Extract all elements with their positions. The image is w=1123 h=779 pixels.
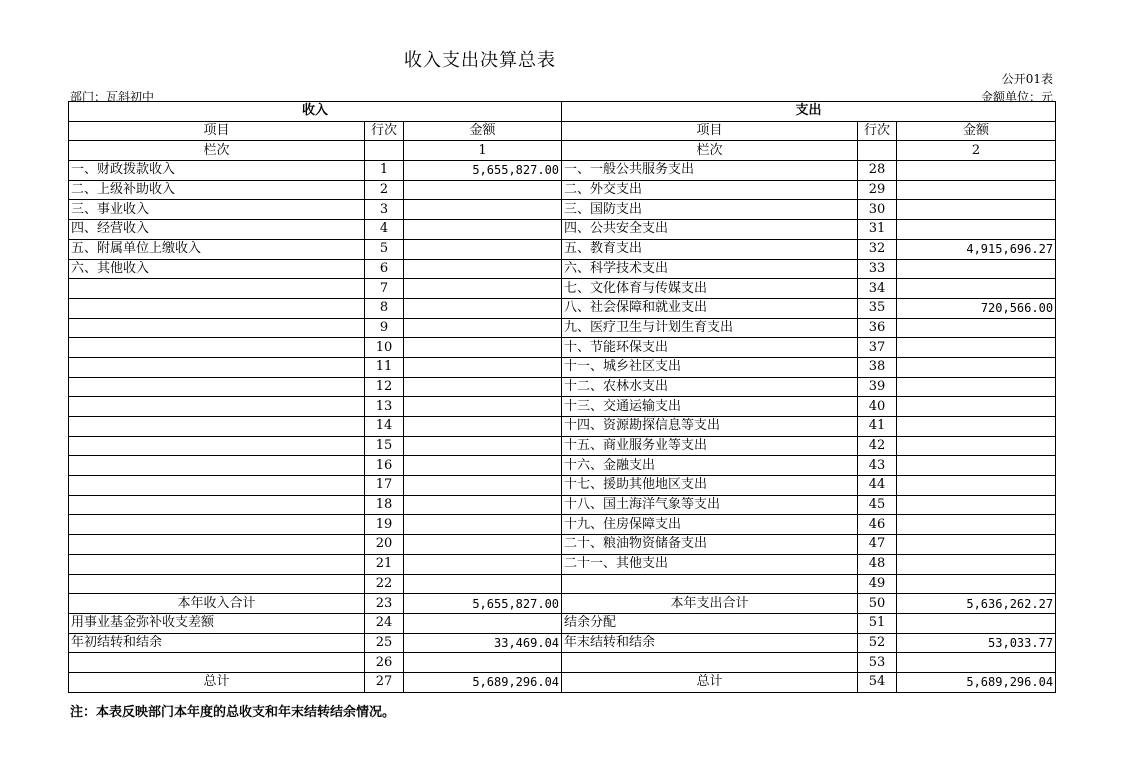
income-item-cell — [69, 377, 365, 397]
table-row — [69, 377, 1056, 397]
income-row-number-cell: 9 — [365, 318, 404, 338]
expense-amount-cell: 5,689,296.04 — [897, 672, 1056, 692]
income-amount-cell: 33,469.04 — [404, 633, 562, 653]
table-row — [69, 456, 1056, 476]
summary-row — [69, 653, 1056, 673]
amount-unit-label: 金额单位：元 — [980, 90, 1053, 104]
table-row — [69, 515, 1056, 535]
summary-row — [69, 594, 1056, 614]
income-amount-cell — [404, 456, 562, 476]
income-amount-cell — [404, 653, 562, 673]
expense-row-number-cell: 37 — [858, 338, 897, 358]
expense-row-number-cell: 53 — [858, 653, 897, 673]
income-item-cell: 六、其他收入 — [69, 259, 365, 279]
expense-amount-cell — [897, 535, 1056, 555]
expense-section-header: 支出 — [562, 102, 1056, 122]
income-item-cell: 总计 — [69, 672, 365, 692]
expense-amount-cell — [897, 338, 1056, 358]
form-code: 公开01表 — [1001, 72, 1053, 86]
expense-row-number-cell: 47 — [858, 535, 897, 555]
table-row — [69, 298, 1056, 318]
table-row — [69, 417, 1056, 437]
expense-amount-cell — [897, 436, 1056, 456]
expense-item-cell: 十四、资源勘探信息等支出 — [562, 417, 858, 437]
expense-item-cell: 十七、援助其他地区支出 — [562, 476, 858, 496]
income-item-cell — [69, 338, 365, 358]
table-row — [69, 476, 1056, 496]
expense-item-cell — [562, 574, 858, 594]
income-row-number-cell: 5 — [365, 239, 404, 259]
income-row-number-cell: 25 — [365, 633, 404, 653]
expense-amount-cell — [897, 220, 1056, 240]
expense-item-cell: 四、公共安全支出 — [562, 220, 858, 240]
expense-amount-cell — [897, 417, 1056, 437]
expense-item-cell: 九、医疗卫生与计划生育支出 — [562, 318, 858, 338]
summary-row — [69, 672, 1056, 692]
expense-row-number-cell: 33 — [858, 259, 897, 279]
table-row — [69, 397, 1056, 417]
income-amount-cell — [404, 338, 562, 358]
income-amount-cell — [404, 554, 562, 574]
income-row-number-cell: 16 — [365, 456, 404, 476]
expense-row-number-cell: 30 — [858, 200, 897, 220]
income-row-number-cell: 10 — [365, 338, 404, 358]
income-row-number-cell: 13 — [365, 397, 404, 417]
income-item-cell — [69, 397, 365, 417]
income-item-cell — [69, 476, 365, 496]
expense-amount-cell — [897, 180, 1056, 200]
expense-item-cell: 十二、农林水支出 — [562, 377, 858, 397]
expense-item-cell: 十八、国土海洋气象等支出 — [562, 495, 858, 515]
income-item-cell — [69, 298, 365, 318]
expense-amount-cell — [897, 200, 1056, 220]
income-item-cell: 四、经营收入 — [69, 220, 365, 240]
income-amount-cell — [404, 417, 562, 437]
income-amount-cell — [404, 180, 562, 200]
expense-item-cell: 十六、金融支出 — [562, 456, 858, 476]
income-amount-cell — [404, 476, 562, 496]
expense-item-cell: 十九、住房保障支出 — [562, 515, 858, 535]
income-amount-cell — [404, 436, 562, 456]
expense-row-number-cell: 31 — [858, 220, 897, 240]
column-number-row — [69, 141, 1056, 161]
expense-amount-cell — [897, 279, 1056, 299]
income-amount-cell — [404, 613, 562, 633]
expense-row-number-cell: 28 — [858, 161, 897, 181]
income-expense-table — [68, 101, 1056, 693]
table-row — [69, 318, 1056, 338]
expense-amount-cell — [897, 613, 1056, 633]
income-amount-header: 金额 — [404, 121, 562, 141]
income-row-number-cell: 15 — [365, 436, 404, 456]
expense-row-number-cell: 45 — [858, 495, 897, 515]
empty-cell — [365, 141, 404, 161]
income-amount-cell — [404, 200, 562, 220]
expense-row-number-cell: 36 — [858, 318, 897, 338]
income-amount-cell — [404, 279, 562, 299]
expense-amount-header: 金额 — [897, 121, 1056, 141]
table-row — [69, 338, 1056, 358]
income-row-number-cell: 3 — [365, 200, 404, 220]
income-item-cell — [69, 653, 365, 673]
expense-row-number-cell: 48 — [858, 554, 897, 574]
income-row-number-cell: 6 — [365, 259, 404, 279]
expense-column-number: 2 — [897, 141, 1056, 161]
expense-item-cell: 二、外交支出 — [562, 180, 858, 200]
income-amount-cell — [404, 259, 562, 279]
report-title: 收入支出决算总表 — [404, 50, 556, 71]
income-row-number-cell: 26 — [365, 653, 404, 673]
expense-amount-cell — [897, 259, 1056, 279]
expense-item-cell: 十、节能环保支出 — [562, 338, 858, 358]
income-amount-cell: 5,655,827.00 — [404, 161, 562, 181]
income-amount-cell — [404, 318, 562, 338]
expense-amount-cell — [897, 515, 1056, 535]
expense-amount-cell — [897, 554, 1056, 574]
income-row-number-cell: 17 — [365, 476, 404, 496]
summary-row — [69, 633, 1056, 653]
expense-row-number-cell: 50 — [858, 594, 897, 614]
expense-item-cell: 八、社会保障和就业支出 — [562, 298, 858, 318]
income-item-cell: 一、财政拨款收入 — [69, 161, 365, 181]
expense-amount-cell — [897, 357, 1056, 377]
expense-item-cell: 本年支出合计 — [562, 594, 858, 614]
income-item-cell: 年初结转和结余 — [69, 633, 365, 653]
table-row — [69, 554, 1056, 574]
expense-column-label: 栏次 — [562, 141, 858, 161]
income-row-number-cell: 8 — [365, 298, 404, 318]
income-row-number-cell: 7 — [365, 279, 404, 299]
column-header-row — [69, 121, 1056, 141]
income-item-cell: 三、事业收入 — [69, 200, 365, 220]
expense-item-cell: 总计 — [562, 672, 858, 692]
table-row — [69, 535, 1056, 555]
income-amount-cell: 5,655,827.00 — [404, 594, 562, 614]
expense-row-number-cell: 40 — [858, 397, 897, 417]
income-row-header: 行次 — [365, 121, 404, 141]
income-item-cell — [69, 357, 365, 377]
income-column-number: 1 — [404, 141, 562, 161]
table-row — [69, 180, 1056, 200]
table-row — [69, 279, 1056, 299]
expense-item-cell: 十三、交通运输支出 — [562, 397, 858, 417]
expense-row-number-cell: 44 — [858, 476, 897, 496]
income-amount-cell — [404, 574, 562, 594]
expense-amount-cell — [897, 397, 1056, 417]
expense-amount-cell: 720,566.00 — [897, 298, 1056, 318]
expense-amount-cell — [897, 495, 1056, 515]
income-item-cell: 五、附属单位上缴收入 — [69, 239, 365, 259]
income-row-number-cell: 2 — [365, 180, 404, 200]
income-item-cell: 二、上级补助收入 — [69, 180, 365, 200]
expense-amount-cell — [897, 161, 1056, 181]
income-item-cell: 用事业基金弥补收支差额 — [69, 613, 365, 633]
income-row-number-cell: 20 — [365, 535, 404, 555]
expense-item-cell: 年末结转和结余 — [562, 633, 858, 653]
income-row-number-cell: 18 — [365, 495, 404, 515]
income-amount-cell — [404, 220, 562, 240]
expense-item-cell: 一、一般公共服务支出 — [562, 161, 858, 181]
income-item-cell — [69, 436, 365, 456]
income-item-cell — [69, 554, 365, 574]
expense-amount-cell — [897, 377, 1056, 397]
expense-amount-cell — [897, 476, 1056, 496]
expense-amount-cell — [897, 318, 1056, 338]
expense-item-cell: 二十一、其他支出 — [562, 554, 858, 574]
income-item-cell — [69, 279, 365, 299]
expense-amount-cell — [897, 456, 1056, 476]
income-amount-cell — [404, 495, 562, 515]
income-item-cell — [69, 515, 365, 535]
income-row-number-cell: 21 — [365, 554, 404, 574]
table-row — [69, 436, 1056, 456]
income-amount-cell — [404, 377, 562, 397]
table-row — [69, 574, 1056, 594]
table-row — [69, 200, 1056, 220]
income-row-number-cell: 22 — [365, 574, 404, 594]
table-row — [69, 161, 1056, 181]
expense-item-cell: 五、教育支出 — [562, 239, 858, 259]
income-row-number-cell: 4 — [365, 220, 404, 240]
expense-row-number-cell: 52 — [858, 633, 897, 653]
expense-row-number-cell: 39 — [858, 377, 897, 397]
expense-item-cell: 七、文化体育与传媒支出 — [562, 279, 858, 299]
income-row-number-cell: 27 — [365, 672, 404, 692]
expense-amount-cell — [897, 574, 1056, 594]
income-item-cell — [69, 456, 365, 476]
income-row-number-cell: 1 — [365, 161, 404, 181]
expense-row-number-cell: 43 — [858, 456, 897, 476]
expense-row-header: 行次 — [858, 121, 897, 141]
income-amount-cell — [404, 357, 562, 377]
income-amount-cell — [404, 298, 562, 318]
income-amount-cell — [404, 397, 562, 417]
expense-item-cell: 二十、粮油物资储备支出 — [562, 535, 858, 555]
income-item-cell — [69, 574, 365, 594]
expense-row-number-cell: 42 — [858, 436, 897, 456]
expense-row-number-cell: 51 — [858, 613, 897, 633]
table-row — [69, 220, 1056, 240]
expense-item-cell — [562, 653, 858, 673]
income-amount-cell: 5,689,296.04 — [404, 672, 562, 692]
income-amount-cell — [404, 535, 562, 555]
summary-row — [69, 613, 1056, 633]
expense-row-number-cell: 29 — [858, 180, 897, 200]
footnote: 注：本表反映部门本年度的总收支和年末结转结余情况。 — [70, 705, 396, 720]
expense-row-number-cell: 35 — [858, 298, 897, 318]
income-item-cell — [69, 318, 365, 338]
section-header-row — [69, 102, 1056, 122]
expense-item-cell: 六、科学技术支出 — [562, 259, 858, 279]
income-row-number-cell: 14 — [365, 417, 404, 437]
income-row-number-cell: 12 — [365, 377, 404, 397]
department-label: 部门：瓦斜初中 — [70, 90, 155, 104]
income-row-number-cell: 19 — [365, 515, 404, 535]
expense-row-number-cell: 49 — [858, 574, 897, 594]
expense-item-cell: 三、国防支出 — [562, 200, 858, 220]
income-row-number-cell: 24 — [365, 613, 404, 633]
income-column-label: 栏次 — [69, 141, 365, 161]
income-item-cell — [69, 495, 365, 515]
income-amount-cell — [404, 515, 562, 535]
expense-item-cell: 十五、商业服务业等支出 — [562, 436, 858, 456]
expense-row-number-cell: 41 — [858, 417, 897, 437]
expense-row-number-cell: 34 — [858, 279, 897, 299]
expense-amount-cell: 53,033.77 — [897, 633, 1056, 653]
expense-amount-cell: 4,915,696.27 — [897, 239, 1056, 259]
income-amount-cell — [404, 239, 562, 259]
expense-item-cell: 十一、城乡社区支出 — [562, 357, 858, 377]
expense-amount-cell — [897, 653, 1056, 673]
income-item-cell — [69, 535, 365, 555]
expense-item-header: 项目 — [562, 121, 858, 141]
income-section-header: 收入 — [69, 102, 562, 122]
income-row-number-cell: 23 — [365, 594, 404, 614]
table-row — [69, 495, 1056, 515]
table-row — [69, 357, 1056, 377]
expense-row-number-cell: 38 — [858, 357, 897, 377]
income-item-header: 项目 — [69, 121, 365, 141]
expense-row-number-cell: 54 — [858, 672, 897, 692]
table-row — [69, 259, 1056, 279]
income-item-cell: 本年收入合计 — [69, 594, 365, 614]
income-item-cell — [69, 417, 365, 437]
expense-row-number-cell: 32 — [858, 239, 897, 259]
table-row — [69, 239, 1056, 259]
expense-item-cell: 结余分配 — [562, 613, 858, 633]
expense-row-number-cell: 46 — [858, 515, 897, 535]
income-row-number-cell: 11 — [365, 357, 404, 377]
empty-cell — [858, 141, 897, 161]
expense-amount-cell: 5,636,262.27 — [897, 594, 1056, 614]
